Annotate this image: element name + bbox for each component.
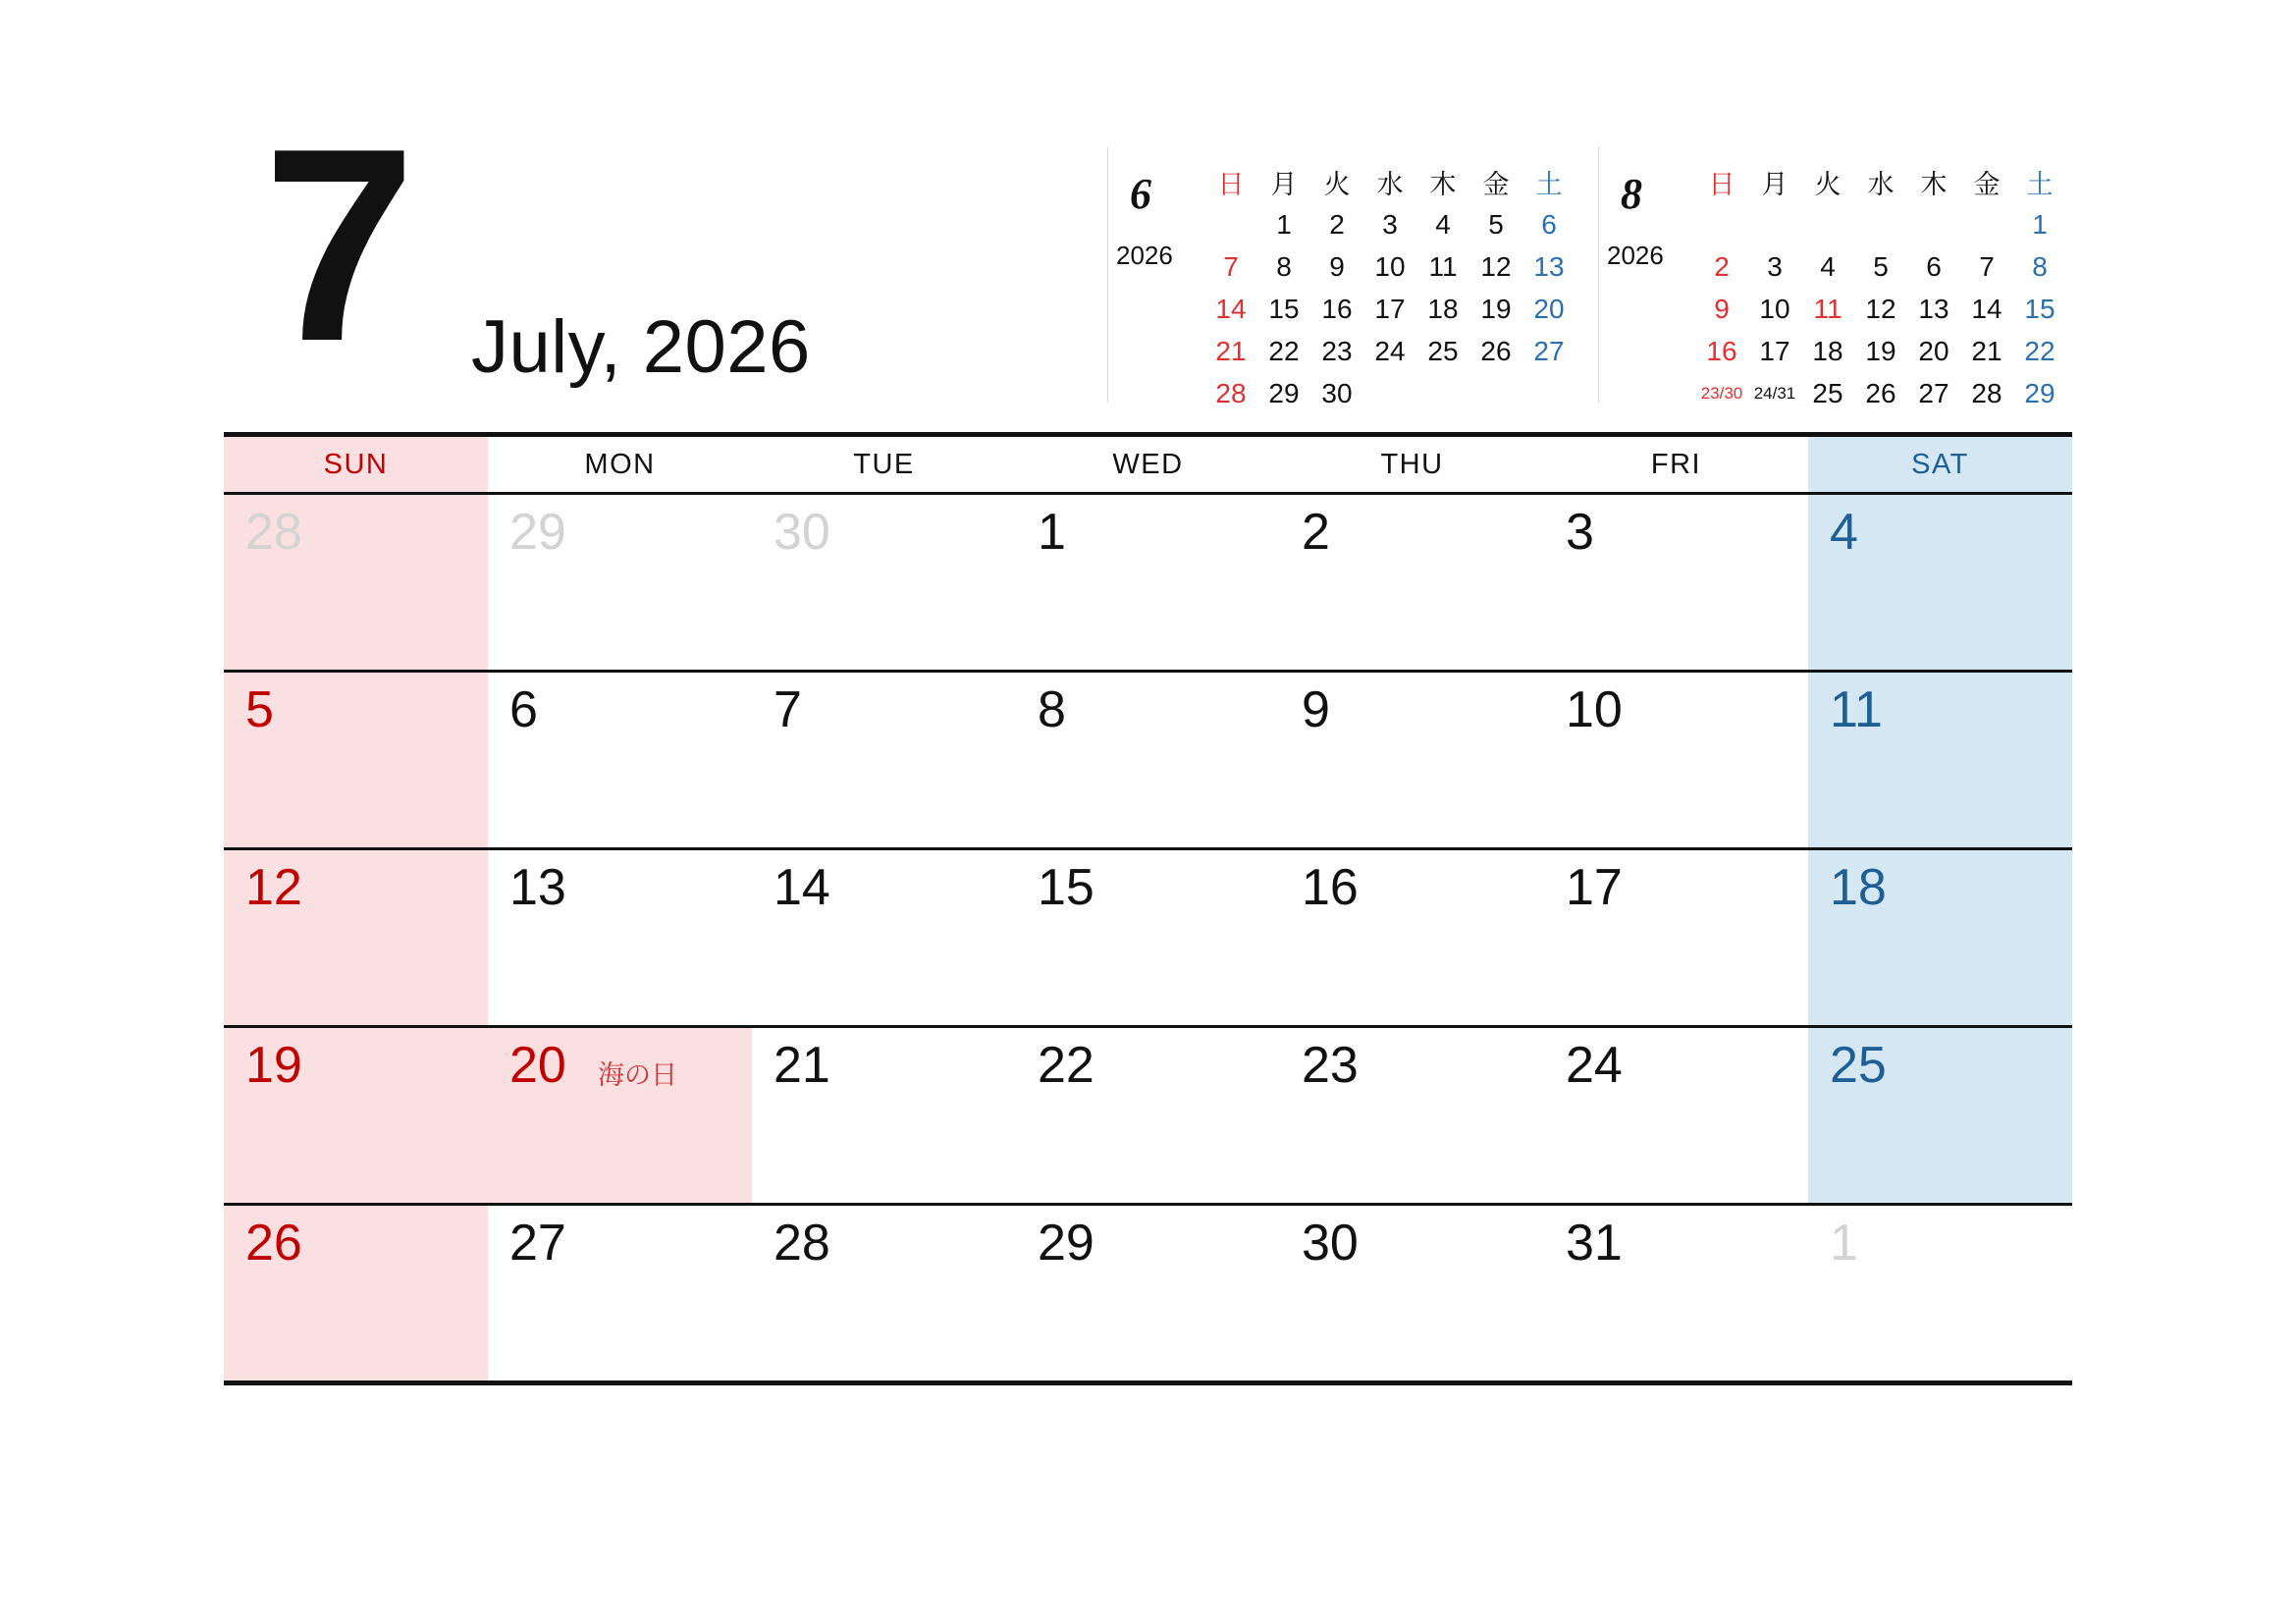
mini-day bbox=[1801, 203, 1854, 245]
page-title: 7 bbox=[263, 92, 410, 399]
weekday-header-wed: WED bbox=[1112, 448, 1184, 480]
mini-week-row bbox=[1204, 203, 1575, 245]
mini-day: 15 bbox=[1268, 293, 1300, 324]
weekday-header-tue: TUE bbox=[853, 448, 915, 480]
mini-day: 25 bbox=[1427, 335, 1459, 366]
calendar-week-row bbox=[224, 1027, 2072, 1205]
day-number: 28 bbox=[774, 1215, 830, 1272]
mini-day: 17 bbox=[1374, 293, 1406, 324]
mini-day: 1 bbox=[2032, 208, 2048, 240]
mini-day: 26 bbox=[1865, 377, 1896, 408]
mini-day bbox=[1960, 203, 2013, 245]
mini-day: 13 bbox=[1533, 250, 1565, 282]
mini-calendar-next-month bbox=[1598, 147, 2080, 408]
mini-next-year: 2026 bbox=[1607, 241, 1664, 270]
mini-day: 23/30 bbox=[1700, 383, 1743, 403]
mini-day: 4 bbox=[1820, 250, 1836, 282]
day-number: 4 bbox=[1830, 504, 1858, 561]
day-number: 23 bbox=[1302, 1037, 1359, 1094]
day-cell[interactable] bbox=[1808, 1027, 2072, 1205]
mini-day bbox=[1695, 203, 1748, 245]
mini-day bbox=[1416, 372, 1469, 414]
mini-day bbox=[1363, 372, 1416, 414]
day-number: 19 bbox=[245, 1037, 302, 1094]
mini-day: 7 bbox=[1979, 250, 1995, 282]
mini-week-row bbox=[1695, 372, 2066, 414]
mini-day bbox=[1522, 372, 1575, 414]
day-cell[interactable] bbox=[752, 1205, 1016, 1383]
day-cell[interactable] bbox=[1280, 1205, 1544, 1383]
mini-weekday-sat: 土 bbox=[2026, 170, 2054, 199]
day-cell[interactable] bbox=[1544, 1205, 1808, 1383]
day-cell[interactable] bbox=[1280, 1027, 1544, 1205]
mini-weekday-sat: 土 bbox=[1535, 170, 1563, 199]
day-cell[interactable] bbox=[752, 849, 1016, 1027]
mini-day: 13 bbox=[1918, 293, 1949, 324]
day-cell[interactable] bbox=[1544, 1027, 1808, 1205]
mini-day: 28 bbox=[1971, 377, 2002, 408]
day-cell[interactable] bbox=[1280, 672, 1544, 849]
mini-prev-grid bbox=[1204, 161, 1575, 414]
day-cell[interactable] bbox=[224, 849, 488, 1027]
day-number: 20 bbox=[509, 1037, 566, 1094]
mini-day: 4 bbox=[1435, 208, 1451, 240]
weekday-header-thu: THU bbox=[1380, 448, 1444, 480]
mini-day bbox=[1469, 372, 1522, 414]
mini-day: 10 bbox=[1374, 250, 1406, 282]
mini-week-row bbox=[1204, 330, 1575, 372]
day-cell[interactable] bbox=[1280, 849, 1544, 1027]
weekday-header-sun: SUN bbox=[224, 435, 488, 494]
mini-day bbox=[1204, 203, 1257, 245]
mini-weekday-wed: 水 bbox=[1867, 170, 1895, 199]
day-number: 1 bbox=[1830, 1215, 1858, 1272]
day-number: 5 bbox=[245, 681, 274, 738]
mini-weekday-header-row bbox=[1204, 161, 1575, 203]
day-number: 16 bbox=[1302, 859, 1359, 916]
day-number: 25 bbox=[1830, 1037, 1887, 1094]
mini-day bbox=[1748, 203, 1801, 245]
mini-weekday-mon: 月 bbox=[1270, 170, 1298, 199]
day-cell[interactable] bbox=[1016, 849, 1280, 1027]
day-number: 26 bbox=[245, 1215, 302, 1272]
mini-weekday-fri: 金 bbox=[1482, 170, 1510, 199]
day-cell[interactable] bbox=[752, 494, 1016, 672]
mini-day bbox=[1907, 203, 1960, 245]
mini-day: 20 bbox=[1533, 293, 1565, 324]
day-cell[interactable] bbox=[1280, 494, 1544, 672]
mini-weekday-wed: 水 bbox=[1376, 170, 1404, 199]
day-cell-holiday[interactable] bbox=[488, 1027, 752, 1205]
day-number: 21 bbox=[774, 1037, 830, 1094]
mini-day: 8 bbox=[2032, 250, 2048, 282]
day-number: 22 bbox=[1038, 1037, 1095, 1094]
day-number: 3 bbox=[1566, 504, 1594, 561]
mini-day: 9 bbox=[1714, 293, 1730, 324]
mini-calendar-previous-month bbox=[1107, 147, 1589, 408]
mini-day: 11 bbox=[1813, 293, 1842, 324]
mini-day: 23 bbox=[1321, 335, 1353, 366]
day-number: 6 bbox=[509, 681, 538, 738]
day-cell[interactable] bbox=[1544, 672, 1808, 849]
mini-day: 19 bbox=[1865, 335, 1896, 366]
mini-weekday-thu: 木 bbox=[1920, 170, 1948, 199]
main-calendar bbox=[224, 432, 2072, 1385]
day-number: 28 bbox=[245, 504, 302, 561]
mini-day: 26 bbox=[1480, 335, 1512, 366]
day-number: 8 bbox=[1038, 681, 1066, 738]
mini-day: 5 bbox=[1488, 208, 1504, 240]
day-number: 15 bbox=[1038, 859, 1095, 916]
mini-weekday-tue: 火 bbox=[1323, 170, 1351, 199]
mini-day: 8 bbox=[1276, 250, 1292, 282]
mini-day: 1 bbox=[1276, 208, 1292, 240]
day-number: 18 bbox=[1830, 859, 1887, 916]
mini-day: 29 bbox=[1268, 377, 1300, 408]
mini-day: 22 bbox=[2024, 335, 2056, 366]
day-number: 24 bbox=[1566, 1037, 1623, 1094]
day-number: 27 bbox=[509, 1215, 566, 1272]
day-cell[interactable] bbox=[488, 672, 752, 849]
mini-week-row bbox=[1695, 203, 2066, 245]
mini-weekday-fri: 金 bbox=[1973, 170, 2001, 199]
mini-weekday-sun: 日 bbox=[1708, 170, 1735, 199]
mini-day: 10 bbox=[1759, 293, 1790, 324]
calendar-week-row bbox=[224, 849, 2072, 1027]
day-cell[interactable] bbox=[752, 672, 1016, 849]
mini-day: 24/31 bbox=[1753, 383, 1796, 403]
calendar-week-row bbox=[224, 494, 2072, 672]
mini-day: 3 bbox=[1767, 250, 1783, 282]
mini-weekday-mon: 月 bbox=[1761, 170, 1789, 199]
day-number: 30 bbox=[1302, 1215, 1359, 1272]
mini-day: 5 bbox=[1873, 250, 1889, 282]
day-number: 13 bbox=[509, 859, 566, 916]
mini-day: 18 bbox=[1427, 293, 1459, 324]
mini-day: 21 bbox=[1215, 335, 1247, 366]
mini-day: 7 bbox=[1223, 250, 1239, 282]
day-cell[interactable] bbox=[488, 1205, 752, 1383]
mini-weekday-header-row bbox=[1695, 161, 2066, 203]
mini-next-month-number: 8 bbox=[1621, 170, 1642, 218]
mini-day bbox=[1854, 203, 1907, 245]
day-cell[interactable] bbox=[488, 849, 752, 1027]
day-number: 17 bbox=[1566, 859, 1623, 916]
day-cell[interactable] bbox=[1016, 494, 1280, 672]
mini-day: 16 bbox=[1706, 335, 1737, 366]
mini-day: 12 bbox=[1480, 250, 1512, 282]
mini-day: 28 bbox=[1215, 377, 1247, 408]
mini-week-row bbox=[1695, 330, 2066, 372]
calendar-week-row bbox=[224, 672, 2072, 849]
day-number: 1 bbox=[1038, 504, 1066, 561]
mini-day: 16 bbox=[1321, 293, 1353, 324]
weekday-header-sat: SAT bbox=[1808, 435, 2072, 494]
mini-day: 2 bbox=[1714, 250, 1730, 282]
day-number: 31 bbox=[1566, 1215, 1623, 1272]
mini-day: 29 bbox=[2024, 377, 2056, 408]
mini-day: 21 bbox=[1971, 335, 2002, 366]
mini-day: 24 bbox=[1374, 335, 1406, 366]
day-number: 30 bbox=[774, 504, 830, 561]
day-cell[interactable] bbox=[752, 1027, 1016, 1205]
day-cell[interactable] bbox=[224, 672, 488, 849]
mini-day: 6 bbox=[1541, 208, 1557, 240]
day-cell[interactable] bbox=[224, 1205, 488, 1383]
day-cell[interactable] bbox=[1808, 1205, 2072, 1383]
mini-week-row bbox=[1695, 245, 2066, 288]
day-cell[interactable] bbox=[1016, 672, 1280, 849]
mini-weekday-sun: 日 bbox=[1217, 170, 1245, 199]
mini-day: 17 bbox=[1759, 335, 1790, 366]
day-number: 12 bbox=[245, 859, 302, 916]
day-cell[interactable] bbox=[488, 494, 752, 672]
mini-day: 22 bbox=[1268, 335, 1300, 366]
mini-day: 30 bbox=[1321, 377, 1353, 408]
mini-day: 9 bbox=[1329, 250, 1345, 282]
calendar-table bbox=[224, 432, 2072, 1385]
day-cell[interactable] bbox=[1808, 849, 2072, 1027]
mini-week-row bbox=[1695, 288, 2066, 330]
mini-prev-month-number: 6 bbox=[1130, 170, 1151, 218]
mini-day: 3 bbox=[1382, 208, 1398, 240]
mini-day: 11 bbox=[1428, 250, 1458, 282]
calendar-week-row bbox=[224, 1205, 2072, 1383]
day-number: 7 bbox=[774, 681, 802, 738]
mini-week-row bbox=[1204, 245, 1575, 288]
mini-next-grid bbox=[1695, 161, 2066, 414]
mini-day: 14 bbox=[1971, 293, 2002, 324]
mini-day: 19 bbox=[1480, 293, 1512, 324]
day-cell[interactable] bbox=[224, 494, 488, 672]
calendar-header bbox=[0, 0, 2296, 432]
mini-day: 6 bbox=[1926, 250, 1942, 282]
day-number: 29 bbox=[509, 504, 566, 561]
mini-day: 25 bbox=[1812, 377, 1843, 408]
day-cell[interactable] bbox=[224, 1027, 488, 1205]
mini-week-row bbox=[1204, 288, 1575, 330]
mini-prev-year: 2026 bbox=[1116, 241, 1173, 270]
mini-day: 15 bbox=[2024, 293, 2056, 324]
mini-day: 20 bbox=[1918, 335, 1949, 366]
mini-day: 27 bbox=[1918, 377, 1949, 408]
mini-day: 14 bbox=[1215, 293, 1247, 324]
day-number: 11 bbox=[1830, 681, 1883, 738]
holiday-label: 海の日 bbox=[598, 1060, 677, 1090]
mini-weekday-tue: 火 bbox=[1814, 170, 1842, 199]
day-cell[interactable] bbox=[1808, 672, 2072, 849]
mini-day: 27 bbox=[1533, 335, 1565, 366]
day-number: 14 bbox=[774, 859, 830, 916]
mini-day: 18 bbox=[1812, 335, 1843, 366]
month-year-label: July, 2026 bbox=[471, 305, 811, 389]
mini-day: 12 bbox=[1865, 293, 1896, 324]
day-number: 10 bbox=[1566, 681, 1623, 738]
day-cell[interactable] bbox=[1808, 494, 2072, 672]
day-number: 2 bbox=[1302, 504, 1330, 561]
day-cell[interactable] bbox=[1544, 849, 1808, 1027]
mini-weekday-thu: 木 bbox=[1429, 170, 1457, 199]
weekday-header-mon: MON bbox=[584, 448, 656, 480]
day-cell[interactable] bbox=[1016, 1027, 1280, 1205]
mini-day: 2 bbox=[1329, 208, 1345, 240]
day-number: 29 bbox=[1038, 1215, 1095, 1272]
day-cell[interactable] bbox=[1016, 1205, 1280, 1383]
mini-week-row bbox=[1204, 372, 1575, 414]
day-number: 9 bbox=[1302, 681, 1330, 738]
weekday-header-fri: FRI bbox=[1650, 448, 1702, 480]
day-cell[interactable] bbox=[1544, 494, 1808, 672]
weekday-header-row bbox=[224, 435, 2072, 494]
